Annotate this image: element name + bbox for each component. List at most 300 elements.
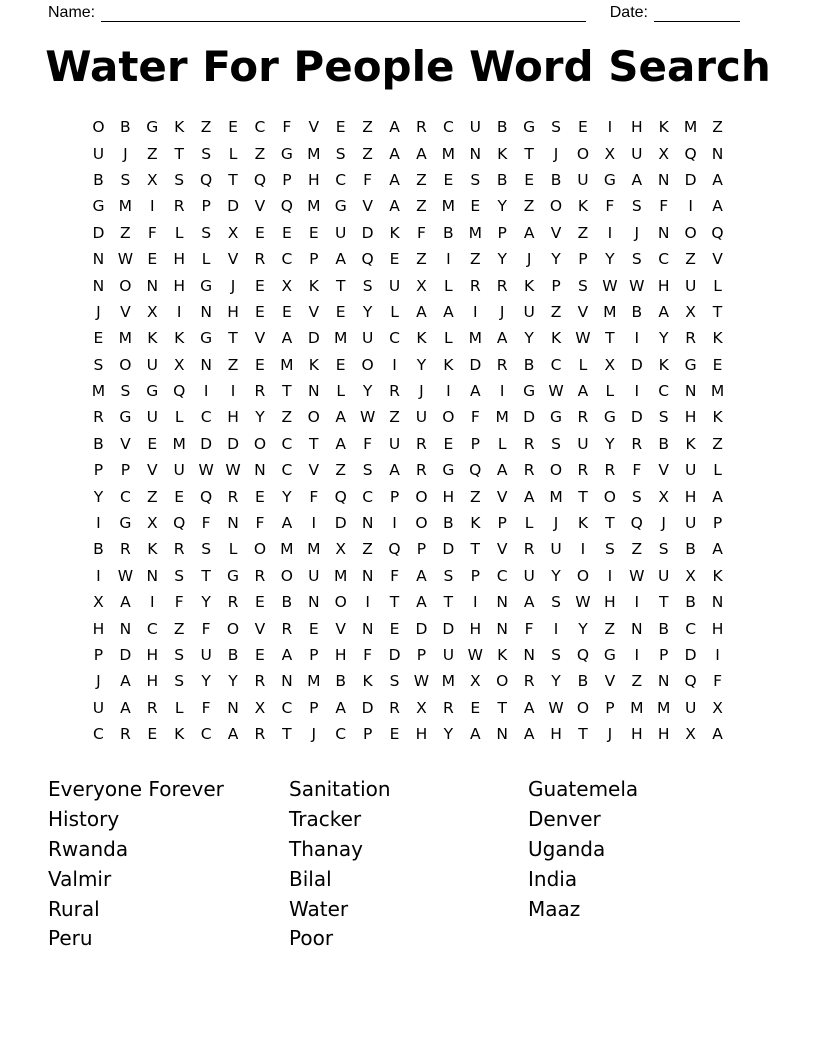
grid-letter: N	[119, 619, 132, 638]
grid-letter: H	[684, 408, 697, 427]
grid-letter: X	[604, 144, 616, 163]
grid-letter: I	[149, 593, 155, 612]
grid-letter: P	[93, 461, 104, 480]
grid-letter: M	[603, 302, 617, 321]
grid-letter: A	[496, 461, 508, 480]
grid-letter: S	[201, 223, 212, 242]
grid-letter: Z	[146, 144, 158, 163]
grid-letter: Y	[362, 302, 373, 321]
grid-letter: N	[630, 619, 643, 638]
grid-letter: M	[710, 382, 725, 401]
grid-letter: A	[120, 698, 131, 717]
grid-letter: J	[661, 514, 666, 533]
grid-letter: D	[307, 329, 320, 348]
grid-letter: U	[577, 434, 589, 453]
grid-letter: Z	[335, 461, 346, 480]
grid-letter: N	[657, 170, 670, 189]
grid-letter: S	[470, 170, 481, 189]
grid-letter: W	[467, 646, 483, 664]
grid-letter: S	[658, 408, 669, 427]
grid-letter: K	[658, 118, 669, 137]
grid-letter: F	[201, 514, 211, 533]
grid-letter: H	[227, 302, 239, 321]
grid-letter: U	[577, 170, 589, 189]
grid-letter: E	[147, 250, 158, 269]
grid-letter: A	[523, 487, 535, 506]
grid-letter: U	[631, 144, 643, 163]
grid-letter: R	[281, 619, 293, 638]
grid-letter: S	[201, 540, 212, 559]
grid-letter: N	[281, 672, 293, 691]
grid-letter: S	[631, 197, 642, 216]
grid-letter: N	[200, 355, 212, 374]
grid-letter: V	[658, 461, 669, 480]
grid-letter: C	[389, 329, 400, 348]
grid-letter: K	[712, 408, 723, 427]
grid-letter: Q	[200, 170, 213, 189]
grid-letter: Q	[173, 514, 186, 533]
grid-letter: O	[92, 118, 105, 137]
grid-letter: B	[93, 170, 104, 189]
grid-letter: G	[442, 461, 455, 480]
grid-letter: M	[630, 698, 644, 717]
grid-letter: T	[712, 302, 723, 321]
grid-letter: A	[389, 170, 400, 189]
grid-letter: M	[91, 382, 106, 401]
grid-letter: A	[120, 672, 131, 691]
grid-letter: C	[281, 434, 293, 453]
grid-letter: I	[96, 514, 101, 533]
grid-letter: J	[123, 144, 128, 163]
grid-letter: M	[334, 329, 348, 348]
grid-letter: I	[607, 566, 613, 585]
grid-letter: G	[280, 144, 293, 163]
grid-letter: C	[281, 461, 293, 480]
grid-letter: A	[712, 170, 723, 189]
grid-letter: N	[684, 382, 697, 401]
grid-letter: W	[413, 672, 430, 691]
grid-letter: X	[227, 223, 239, 242]
grid-letter: E	[524, 170, 535, 189]
grid-letter: S	[335, 144, 346, 163]
grid-letter: R	[416, 118, 427, 137]
grid-letter: X	[146, 170, 158, 189]
grid-letter: N	[200, 302, 212, 321]
grid-letter: U	[173, 461, 185, 480]
grid-letter: I	[607, 118, 613, 137]
grid-letter: E	[255, 646, 265, 664]
grid-letter: E	[578, 118, 588, 137]
grid-letter: R	[254, 672, 266, 691]
grid-letter: O	[415, 514, 428, 533]
grid-letter: A	[469, 725, 481, 744]
grid-letter: A	[523, 725, 535, 744]
grid-letter: J	[553, 144, 559, 163]
grid-letter: C	[658, 250, 670, 269]
grid-letter: X	[146, 302, 158, 321]
grid-letter: D	[630, 408, 643, 427]
word-list-item: Rwanda	[48, 836, 129, 861]
grid-letter: E	[443, 434, 454, 453]
grid-letter: R	[227, 593, 239, 612]
grid-letter: N	[92, 250, 105, 269]
grid-letter: Z	[685, 250, 696, 269]
grid-letter: G	[146, 118, 159, 137]
grid-letter: G	[523, 118, 536, 137]
grid-letter: N	[227, 698, 239, 717]
grid-letter: Y	[551, 672, 561, 691]
grid-letter: O	[442, 408, 455, 427]
grid-letter: X	[146, 514, 158, 533]
grid-letter: A	[389, 197, 400, 216]
grid-letter: M	[549, 487, 563, 506]
grid-letter: P	[470, 566, 480, 585]
grid-letter: T	[228, 329, 238, 348]
grid-letter: D	[630, 355, 643, 374]
grid-letter: F	[201, 698, 211, 717]
grid-letter: N	[657, 223, 670, 242]
grid-letter: L	[605, 382, 615, 401]
grid-letter: A	[443, 302, 454, 321]
grid-letter: V	[335, 619, 346, 638]
grid-letter: A	[712, 197, 723, 216]
grid-letter: K	[147, 329, 158, 348]
grid-letter: A	[416, 144, 427, 163]
grid-letter: F	[363, 434, 373, 453]
grid-letter: K	[497, 646, 508, 664]
grid-letter: U	[335, 223, 347, 242]
grid-letter: K	[712, 566, 723, 585]
grid-letter: Y	[497, 250, 507, 269]
grid-letter: S	[201, 144, 212, 163]
grid-letter: U	[684, 276, 697, 295]
grid-letter: S	[174, 566, 185, 585]
grid-letter: K	[443, 355, 454, 374]
grid-letter: B	[496, 170, 508, 189]
word-list-item: Sanitation	[289, 777, 391, 802]
grid-letter: T	[335, 276, 346, 295]
grid-letter: C	[200, 408, 212, 427]
grid-letter: R	[577, 461, 589, 480]
grid-letter: X	[658, 487, 669, 506]
grid-letter: G	[227, 566, 240, 585]
grid-letter: L	[497, 434, 507, 453]
grid-letter: S	[551, 646, 561, 664]
word-list-item: Bilal	[289, 866, 332, 891]
grid-letter: Z	[146, 487, 158, 506]
grid-letter: Z	[120, 223, 131, 242]
grid-letter: E	[443, 170, 454, 189]
grid-letter: I	[634, 593, 640, 612]
grid-letter: O	[334, 593, 347, 612]
grid-letter: T	[443, 593, 454, 612]
grid-letter: H	[92, 619, 105, 638]
grid-letter: H	[711, 619, 724, 638]
grid-letter: Z	[631, 672, 643, 691]
grid-letter: L	[444, 329, 453, 348]
grid-letter: K	[174, 118, 185, 137]
grid-letter: O	[307, 408, 320, 427]
grid-letter: Y	[551, 250, 561, 269]
word-list-column-3	[528, 775, 638, 954]
grid-letter: X	[335, 540, 346, 559]
grid-letter: P	[201, 197, 211, 216]
grid-letter: F	[174, 593, 184, 612]
grid-letter: I	[715, 646, 720, 664]
grid-letter: A	[577, 382, 589, 401]
grid-letter: F	[147, 223, 157, 242]
grid-letter: R	[254, 250, 266, 269]
grid-letter: B	[443, 514, 454, 533]
grid-letter: H	[146, 646, 159, 664]
grid-letter: Q	[711, 223, 724, 242]
grid-letter: C	[335, 170, 347, 189]
grid-letter: R	[496, 276, 508, 295]
grid-letter: W	[198, 461, 214, 480]
grid-letter: A	[335, 434, 346, 453]
grid-letter: H	[334, 646, 347, 664]
grid-letter: M	[280, 540, 294, 559]
grid-letter: E	[255, 302, 265, 321]
word-list-column-1	[48, 775, 289, 954]
grid-letter: R	[389, 698, 400, 717]
grid-letter: S	[362, 461, 373, 480]
grid-letter: M	[495, 408, 509, 427]
grid-letter: U	[361, 329, 374, 348]
grid-letter: C	[685, 619, 697, 638]
grid-letter: H	[146, 672, 159, 691]
grid-letter: V	[496, 540, 508, 559]
grid-letter: P	[389, 487, 400, 506]
grid-letter: L	[444, 276, 453, 295]
grid-letter: R	[254, 725, 266, 744]
grid-letter: A	[631, 170, 643, 189]
grid-letter: R	[227, 487, 239, 506]
grid-letter: E	[281, 223, 292, 242]
grid-letter: A	[712, 540, 723, 559]
grid-letter: N	[496, 593, 508, 612]
grid-letter: F	[282, 118, 292, 137]
grid-letter: X	[416, 276, 427, 295]
grid-letter: I	[472, 302, 478, 321]
grid-letter: L	[713, 276, 722, 295]
grid-letter: A	[281, 514, 293, 533]
grid-letter: L	[336, 382, 346, 401]
grid-letter: N	[361, 619, 374, 638]
grid-letter: M	[172, 434, 186, 453]
grid-letter: W	[602, 276, 618, 295]
grid-letter: N	[711, 593, 724, 612]
grid-letter: K	[524, 276, 535, 295]
grid-letter: V	[712, 250, 723, 269]
grid-letter: E	[712, 355, 723, 374]
grid-letter: U	[550, 540, 562, 559]
grid-letter: K	[174, 725, 185, 744]
grid-letter: J	[634, 223, 640, 242]
grid-letter: Q	[280, 197, 293, 216]
grid-letter: V	[120, 302, 131, 321]
grid-letter: Z	[469, 250, 481, 269]
grid-letter: R	[93, 408, 104, 427]
grid-letter: S	[631, 250, 642, 269]
grid-letter: S	[658, 540, 669, 559]
grid-letter: A	[335, 250, 346, 269]
grid-letter: I	[446, 382, 451, 401]
grid-letter: J	[96, 672, 101, 691]
grid-letter: L	[174, 223, 184, 242]
grid-letter: O	[253, 434, 267, 453]
grid-letter: E	[255, 593, 265, 612]
grid-letter: V	[577, 302, 589, 321]
grid-letter: H	[442, 487, 455, 506]
grid-letter: Z	[254, 144, 266, 163]
grid-letter: F	[363, 646, 373, 664]
grid-letter: M	[118, 197, 133, 216]
grid-letter: G	[603, 646, 616, 664]
grid-letter: E	[93, 329, 104, 348]
grid-letter: X	[685, 566, 696, 585]
grid-letter: R	[119, 725, 131, 744]
grid-letter: G	[603, 408, 616, 427]
grid-letter: R	[523, 461, 535, 480]
word-list-item: Poor	[289, 926, 334, 951]
grid-letter: C	[281, 698, 293, 717]
grid-letter: P	[120, 461, 131, 480]
grid-letter: Z	[362, 144, 373, 163]
grid-letter: Y	[605, 434, 615, 453]
grid-letter: I	[446, 250, 451, 269]
grid-letter: Y	[362, 382, 373, 401]
word-list-item: History	[48, 807, 120, 832]
grid-letter: F	[309, 487, 319, 506]
grid-letter: V	[254, 619, 266, 638]
grid-letter: V	[146, 461, 158, 480]
grid-letter: A	[389, 144, 400, 163]
grid-letter: Z	[389, 408, 400, 427]
grid-letter: H	[630, 118, 643, 137]
grid-letter: N	[496, 619, 508, 638]
grid-letter: P	[470, 434, 480, 453]
grid-letter: U	[388, 276, 401, 295]
grid-letter: U	[442, 646, 455, 664]
grid-letter: S	[174, 672, 185, 691]
grid-letter: Y	[551, 566, 561, 585]
grid-letter: O	[684, 223, 697, 242]
grid-letter: H	[173, 250, 186, 269]
grid-letter: P	[416, 646, 427, 664]
grid-letter: E	[335, 355, 346, 374]
grid-letter: U	[658, 566, 670, 585]
grid-letter: R	[604, 461, 616, 480]
grid-letter: Q	[253, 170, 267, 189]
grid-letter: T	[389, 593, 400, 612]
grid-letter: B	[281, 593, 293, 612]
grid-letter: A	[389, 118, 400, 137]
grid-letter: M	[468, 223, 482, 242]
grid-letter: W	[117, 566, 134, 585]
grid-letter: T	[497, 698, 507, 717]
grid-letter: N	[361, 514, 374, 533]
grid-letter: K	[362, 672, 373, 691]
grid-letter: P	[309, 250, 319, 269]
grid-letter: L	[524, 514, 534, 533]
grid-letter: U	[415, 408, 428, 427]
grid-letter: D	[469, 355, 482, 374]
grid-letter: M	[657, 698, 671, 717]
grid-letter: O	[576, 698, 590, 717]
grid-letter: B	[523, 355, 535, 374]
grid-letter: O	[496, 672, 509, 691]
grid-letter: A	[523, 593, 535, 612]
grid-letter: U	[684, 514, 697, 533]
grid-letter: E	[389, 725, 400, 744]
grid-letter: Q	[173, 382, 186, 401]
grid-letter: W	[575, 329, 591, 348]
grid-letter: Z	[577, 223, 589, 242]
grid-letter: L	[578, 355, 588, 374]
grid-letter: T	[605, 329, 615, 348]
grid-letter: R	[416, 461, 427, 480]
grid-letter: B	[335, 672, 347, 691]
word-list-item: Rural	[48, 896, 100, 921]
grid-letter: I	[176, 302, 182, 321]
grid-letter: X	[685, 725, 696, 744]
grid-letter: Y	[228, 672, 238, 691]
grid-letter: E	[147, 725, 158, 744]
grid-letter: W	[548, 382, 564, 401]
grid-letter: A	[120, 593, 131, 612]
grid-letter: R	[631, 434, 643, 453]
grid-letter: Q	[630, 514, 643, 533]
grid-letter: E	[281, 302, 292, 321]
grid-letter: N	[361, 566, 374, 585]
grid-letter: K	[147, 540, 158, 559]
grid-letter: N	[307, 382, 320, 401]
grid-letter: S	[120, 170, 131, 189]
grid-letter: M	[441, 197, 456, 216]
grid-letter: A	[523, 223, 535, 242]
grid-letter: W	[629, 566, 645, 585]
grid-letter: G	[146, 382, 159, 401]
grid-letter: E	[470, 197, 481, 216]
grid-letter: U	[523, 566, 535, 585]
grid-letter: T	[174, 144, 184, 163]
grid-letter: B	[658, 434, 670, 453]
grid-letter: Y	[443, 725, 454, 744]
grid-letter: G	[200, 276, 213, 295]
grid-letter: B	[93, 540, 104, 559]
grid-letter: K	[174, 329, 185, 348]
grid-letter: S	[551, 593, 561, 612]
grid-letter: S	[174, 170, 185, 189]
grid-letter: Q	[334, 487, 347, 506]
grid-letter: E	[147, 434, 158, 453]
grid-letter: W	[225, 461, 241, 480]
grid-letter: E	[470, 698, 481, 717]
grid-letter: A	[389, 461, 400, 480]
grid-letter: I	[230, 382, 236, 401]
grid-letter: G	[334, 197, 347, 216]
name-label: Name:	[48, 4, 96, 21]
grid-letter: U	[388, 434, 401, 453]
grid-letter: D	[361, 223, 374, 242]
grid-letter: X	[712, 698, 723, 717]
word-grid	[85, 114, 731, 747]
grid-letter: Z	[362, 118, 373, 137]
grid-letter: D	[442, 619, 455, 638]
grid-letter: D	[684, 646, 697, 664]
grid-letter: X	[254, 698, 266, 717]
